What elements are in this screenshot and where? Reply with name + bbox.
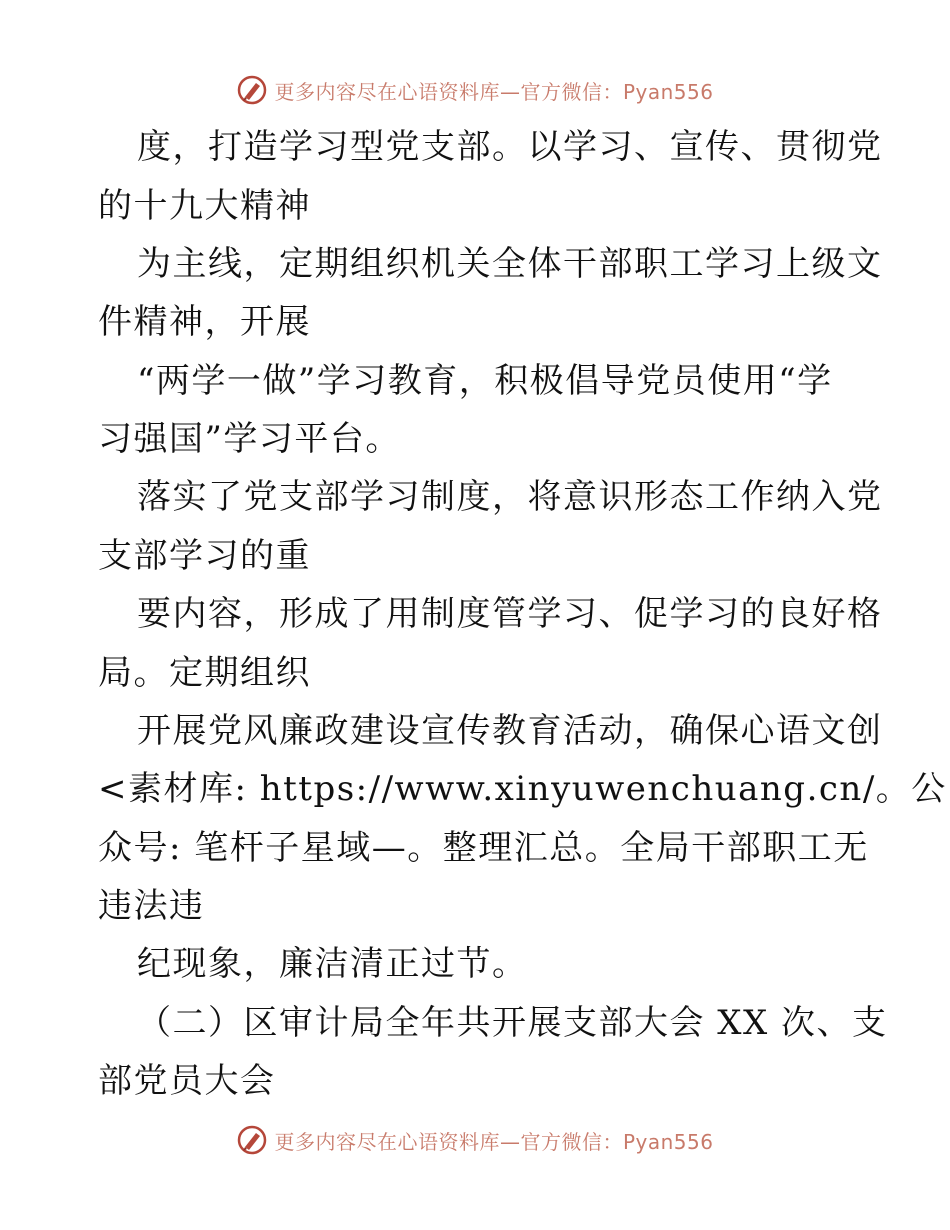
text-line: “两学一做”学习教育，积极倡导党员使用“学	[137, 361, 833, 401]
watermark-text: 更多内容尽在心语资料库—官方微信：Pyan556	[274, 79, 714, 104]
text-line: 习强国”学习平台。	[98, 419, 401, 459]
text-line: 部党员大会	[98, 1061, 276, 1101]
text-line: 件精神，开展	[98, 302, 311, 342]
text-line: （二）区审计局全年共开展支部大会 XX 次、支	[137, 1003, 888, 1043]
text-line: <素材库: https://www.xinyuwenchuang.cn/。公	[98, 769, 947, 809]
text-line: 违法违	[98, 886, 205, 926]
text-line: 度，打造学习型党支部。以学习、宣传、贯彻党	[137, 127, 883, 167]
text-line: 要内容，形成了用制度管学习、促学习的良好格	[137, 594, 883, 634]
text-line: 开展党风廉政建设宣传教育活动，确保心语文创	[137, 711, 883, 751]
watermark-text: 更多内容尽在心语资料库—官方微信：Pyan556	[274, 1129, 714, 1154]
text-line: 落实了党支部学习制度，将意识形态工作纳入党	[137, 477, 883, 517]
text-line: 的十九大精神	[98, 186, 311, 226]
text-line: 支部学习的重	[98, 536, 311, 576]
footer-watermark	[0, 1120, 950, 1160]
text-line: 纪现象，廉洁清正过节。	[137, 944, 528, 984]
text-line: 局。定期组织	[98, 653, 311, 693]
text-line: 为主线，定期组织机关全体干部职工学习上级文	[137, 244, 883, 284]
pen-nib-seal-icon	[236, 1124, 268, 1156]
text-line: 众号: 笔杆子星域—。整理汇总。全局干部职工无	[98, 828, 869, 868]
